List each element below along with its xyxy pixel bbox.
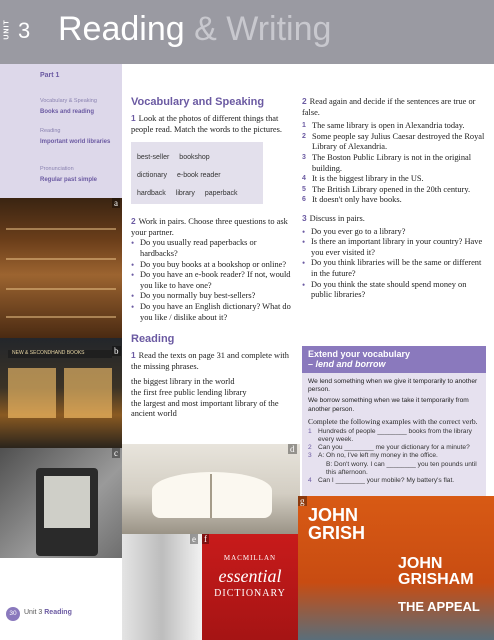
list-item: • Do you have an e-book reader? If not, would you like to have one? bbox=[131, 270, 291, 291]
photo-bookshop bbox=[0, 338, 122, 448]
title-writing: & Writing bbox=[194, 10, 332, 48]
book-back-author: JOHN GRISH bbox=[308, 505, 366, 543]
dictionary-brand: MACMILLAN bbox=[223, 554, 277, 562]
word-item: bookshop bbox=[179, 154, 210, 162]
page-number: 30 bbox=[6, 607, 20, 621]
open-book-shape bbox=[152, 472, 272, 518]
exercise-text: Work in pairs. Choose three questions to ask your partner. bbox=[131, 217, 288, 237]
photo-letter-a: a bbox=[114, 198, 118, 208]
statement-text: It is the biggest library in the US. bbox=[312, 174, 424, 184]
list-item: • Do you have an English dictionary? What do you like / dislike about it? bbox=[131, 302, 291, 323]
list-item: 5 The British Library opened in the 20th century. bbox=[302, 184, 471, 194]
shelf-line bbox=[6, 288, 116, 290]
list-item: 3 A: Oh no, I've left my money in the office. bbox=[308, 452, 438, 460]
footer-unit: Unit 3 bbox=[24, 609, 43, 616]
unit-label: UNIT bbox=[3, 19, 11, 40]
shelf-line bbox=[6, 316, 116, 318]
word-box bbox=[131, 142, 263, 204]
menu-section-pronunciation: Pronunciation bbox=[40, 166, 74, 172]
menu-link-books[interactable]: Books and reading bbox=[40, 109, 95, 115]
list-item: B: Don't worry. I can ________ you ten pounds until this afternoon. bbox=[326, 460, 477, 476]
page-header bbox=[0, 0, 494, 64]
borrow-definition: We borrow something when we take it temporarily from another person. bbox=[308, 397, 469, 413]
photo-open-book bbox=[122, 444, 300, 534]
vocab-exercise-1 bbox=[131, 113, 291, 135]
lend-definition: We lend something when we give it temporarily to another person. bbox=[308, 378, 478, 394]
exercise-text: Discuss in pairs. bbox=[309, 213, 365, 223]
photo-ebook-reader bbox=[0, 448, 122, 558]
unit-tag bbox=[3, 6, 36, 58]
photo-library bbox=[0, 198, 122, 338]
menu-section-vocabulary: Vocabulary & Speaking bbox=[40, 98, 97, 104]
phrase-item: the first free public lending library bbox=[131, 387, 247, 397]
list-item: • Do you buy books at a bookshop or online? bbox=[131, 260, 291, 271]
list-item: 4 Can I ________ your mobile? My battery's flat. bbox=[308, 477, 455, 485]
vocab-exercise-2 bbox=[131, 216, 291, 238]
book-front-title: THE APPEAL bbox=[398, 599, 480, 614]
vocabulary-heading: Vocabulary and Speaking bbox=[131, 96, 265, 108]
photo-hardback bbox=[122, 534, 202, 640]
photo-letter-b: b bbox=[114, 346, 119, 356]
statement-text: The British Library opened in the 20th century. bbox=[312, 184, 471, 194]
list-item: • Do you think the state should spend money on public libraries? bbox=[302, 280, 488, 301]
reading-heading: Reading bbox=[131, 333, 175, 346]
list-item: 1 Hundreds of people ________ books from the library every week. bbox=[308, 427, 472, 444]
ereader-screen bbox=[44, 476, 90, 528]
extend-body bbox=[302, 373, 486, 490]
list-item: 3 The Boston Public Library is not in the original building. bbox=[302, 152, 472, 173]
reading-exercise-1 bbox=[131, 350, 291, 372]
menu-link-past-simple[interactable]: Regular past simple bbox=[40, 177, 98, 183]
list-item: • Do you usually read paperbacks or hardbacks? bbox=[131, 238, 291, 259]
exercise-text: Read the texts on page 31 and complete with the missing phrases. bbox=[131, 351, 289, 371]
dictionary-title: essential bbox=[218, 566, 282, 586]
shelf-line bbox=[6, 258, 116, 260]
word-item: dictionary bbox=[137, 172, 167, 180]
shelf-line bbox=[6, 228, 116, 230]
photo-letter-e: e bbox=[192, 534, 196, 544]
extend-vocabulary-box bbox=[302, 346, 486, 496]
column-middle bbox=[131, 96, 291, 420]
open-book-spine bbox=[210, 474, 212, 518]
statement-text: The same library is open in Alexandria today. bbox=[312, 121, 465, 131]
photo-best-seller bbox=[298, 496, 494, 640]
list-item: • Do you ever go to a library? bbox=[302, 227, 488, 238]
extend-title: Extend your vocabulary bbox=[308, 349, 411, 359]
menu-section-reading: Reading bbox=[40, 128, 61, 134]
statement-text: It doesn't only have books. bbox=[312, 195, 402, 205]
exercise-number: 1 bbox=[131, 350, 136, 361]
exercise-text: Look at the photos of different things that people read. Match the words to the pictures. bbox=[131, 114, 282, 134]
extend-subtitle: – lend and borrow bbox=[308, 359, 386, 369]
shop-window-left bbox=[8, 368, 56, 418]
exercise-number: 3 bbox=[302, 212, 307, 223]
exercise-number: 2 bbox=[131, 216, 136, 227]
footer-unit-label bbox=[24, 609, 72, 616]
footer-section: Reading bbox=[44, 609, 72, 616]
dictionary-sub: DICTIONARY bbox=[214, 588, 286, 599]
photo-letter-g: g bbox=[300, 496, 305, 506]
photo-letter-d: d bbox=[290, 444, 295, 454]
menu-part-label: Part 1 bbox=[40, 72, 60, 79]
shop-window-right bbox=[64, 368, 112, 418]
phrase-item: the largest and most important library of the ancient world bbox=[131, 398, 279, 419]
reading-exercise-2 bbox=[302, 96, 488, 118]
word-item: paperback bbox=[204, 190, 238, 198]
statement-list bbox=[302, 121, 488, 206]
list-item: • Do you think libraries will be the same or different in the future? bbox=[302, 258, 488, 279]
exercise-number: 1 bbox=[131, 113, 136, 123]
phrase-list bbox=[131, 377, 291, 419]
word-item: e-book reader bbox=[176, 172, 221, 180]
page-title bbox=[58, 10, 331, 49]
word-item: best-seller bbox=[137, 154, 170, 162]
section-menu bbox=[0, 64, 122, 198]
photo-letter-c: c bbox=[114, 448, 118, 458]
photo-letter-f: f bbox=[204, 534, 207, 544]
list-item: 6 It doesn't only have books. bbox=[302, 195, 402, 205]
list-item: 1 The same library is open in Alexandria today. bbox=[302, 121, 465, 131]
title-reading: Reading bbox=[58, 10, 185, 48]
shop-sign bbox=[8, 350, 112, 358]
menu-link-libraries[interactable]: Important world libraries bbox=[40, 139, 111, 145]
reading-exercise-3 bbox=[302, 213, 488, 225]
unit-number: 3 bbox=[18, 18, 31, 43]
phrase-item: the biggest library in the world bbox=[131, 377, 235, 387]
statement-text: Some people say Julius Caesar destroyed the Royal Library of Alexandria. bbox=[312, 131, 485, 152]
word-item: library bbox=[175, 190, 195, 198]
word-item: hardback bbox=[137, 190, 166, 198]
exercise-text: Read again and decide if the sentences are true or false. bbox=[302, 97, 476, 117]
list-item: 4 It is the biggest library in the US. bbox=[302, 174, 424, 184]
list-item: 2 Can you ________ me your dictionary for a minute? bbox=[308, 444, 470, 452]
list-item: 2 Some people say Julius Caesar destroyed the Royal Library of Alexandria. bbox=[302, 131, 485, 152]
extend-header bbox=[302, 346, 486, 373]
question-list bbox=[131, 238, 291, 323]
exercise-number: 2 bbox=[302, 96, 307, 106]
list-item: • Is there an important library in your country? Have you ever visited it? bbox=[302, 237, 488, 258]
photo-dictionary bbox=[202, 534, 298, 640]
shop-sign-text: NEW & SECONDHAND BOOKS bbox=[12, 350, 85, 356]
list-item: • Do you normally buy best-sellers? bbox=[131, 291, 291, 302]
book-front-author: JOHN GRISHAM bbox=[398, 555, 474, 588]
statement-text: The Boston Public Library is not in the original building. bbox=[312, 152, 472, 173]
extend-instruction: Complete the following examples with the correct verb. bbox=[308, 416, 478, 426]
discuss-list bbox=[302, 227, 488, 301]
column-right bbox=[302, 96, 488, 301]
